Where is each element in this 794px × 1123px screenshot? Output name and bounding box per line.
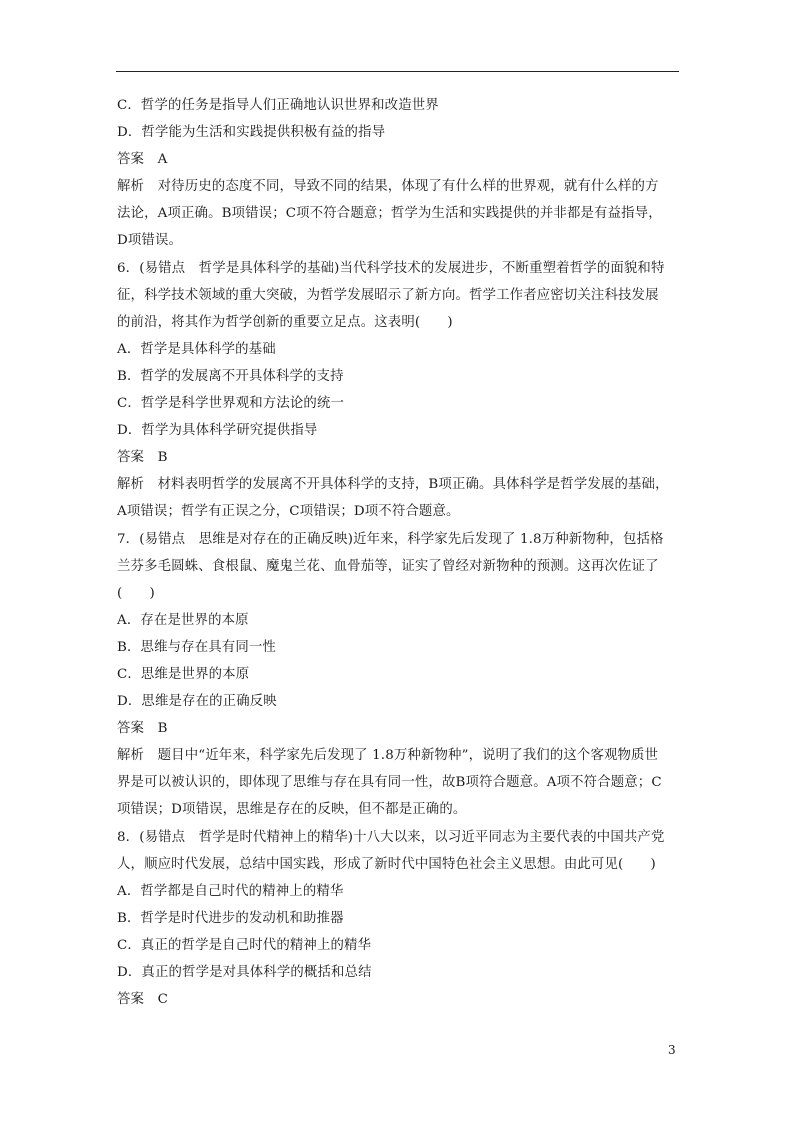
analysis-line: 法论，A项正确。B项错误；C项不符合题意；哲学为生活和实践提供的并非都是有益指导， [117, 206, 662, 222]
page-number: 3 [668, 1043, 676, 1057]
option-d: D．思维是存在的正确反映 [117, 694, 277, 710]
analysis-line: 界是可以被认识的，即体现了思维与存在具有同一性，故B项符合题意。A项不符合题意；C [117, 775, 662, 791]
analysis-line: 解析 题目中“近年来，科学家先后发现了 1.8万种新物种”，说明了我们的这个客观物质世 [117, 748, 659, 764]
question-8-line: 人，顺应时代发展，总结中国实践，形成了新时代中国特色社会主义思想。由此可见( ) [117, 856, 656, 872]
question-7-line: 兰芬多毛圆蛛、食根鼠、魔鬼兰花、血骨茄等，证实了曾经对新物种的预测。这再次佐证了 [117, 558, 659, 574]
question-7: 7．(易错点 思维是对存在的正确反映)近年来，科学家先后发现了 1.8万种新物种，包括格 [117, 531, 664, 547]
option-c: C．真正的哲学是自己时代的精神上的精华 [117, 937, 372, 953]
analysis-line: 项错误；D项错误，思维是存在的反映，但不都是正确的。 [117, 802, 467, 818]
option-c: C．哲学的任务是指导人们正确地认识世界和改造世界 [117, 98, 439, 113]
answer: 答案 B [117, 450, 168, 466]
answer: 答案 A [117, 152, 168, 168]
option-c: C．哲学是科学世界观和方法论的统一 [117, 396, 345, 412]
answer: 答案 C [117, 992, 169, 1008]
option-b: B．思维与存在具有同一性 [117, 639, 276, 655]
option-a: A．哲学都是自己时代的精神上的精华 [117, 883, 344, 899]
option-d: D．真正的哲学是对具体科学的概括和总结 [117, 965, 372, 980]
option-b: B．哲学是时代进步的发动机和助推器 [117, 910, 344, 926]
option-c: C．思维是世界的本原 [117, 666, 250, 682]
analysis-line: D项错误。 [117, 233, 183, 249]
question-6-line: 的前沿，将其作为哲学创新的重要立足点。这表明( ) [117, 314, 453, 330]
analysis-line: 解析 对待历史的态度不同，导致不同的结果，体现了有什么样的世界观，就有什么样的方 [117, 179, 659, 195]
question-8: 8．(易错点 哲学是时代精神上的精华)十八大以来，以习近平同志为主要代表的中国共产党 [117, 829, 665, 845]
question-6-line: 征，科学技术领域的重大突破，为哲学发展昭示了新方向。哲学工作者应密切关注科技发展 [117, 287, 659, 303]
question-7-line: ( ) [117, 585, 155, 601]
analysis-line: A项错误；哲学有正误之分，C项错误；D项不符合题意。 [117, 504, 460, 520]
question-6: 6．(易错点 哲学是具体科学的基础)当代科学技术的发展进步，不断重塑着哲学的面貌和特 [117, 260, 665, 276]
option-b: B．哲学的发展离不开具体科学的支持 [117, 368, 344, 384]
answer: 答案 B [117, 721, 168, 737]
option-a: A．哲学是具体科学的基础 [117, 341, 276, 357]
option-d: D．哲学为具体科学研究提供指导 [117, 423, 318, 439]
analysis-line: 解析 材料表明哲学的发展离不开具体科学的支持，B项正确。具体科学是哲学发展的基础， [117, 477, 669, 493]
page-content [117, 92, 679, 1013]
option-a: A．存在是世界的本原 [117, 612, 249, 628]
header-rule [116, 71, 679, 72]
option-d: D．哲学能为生活和实践提供积极有益的指导 [117, 125, 386, 141]
